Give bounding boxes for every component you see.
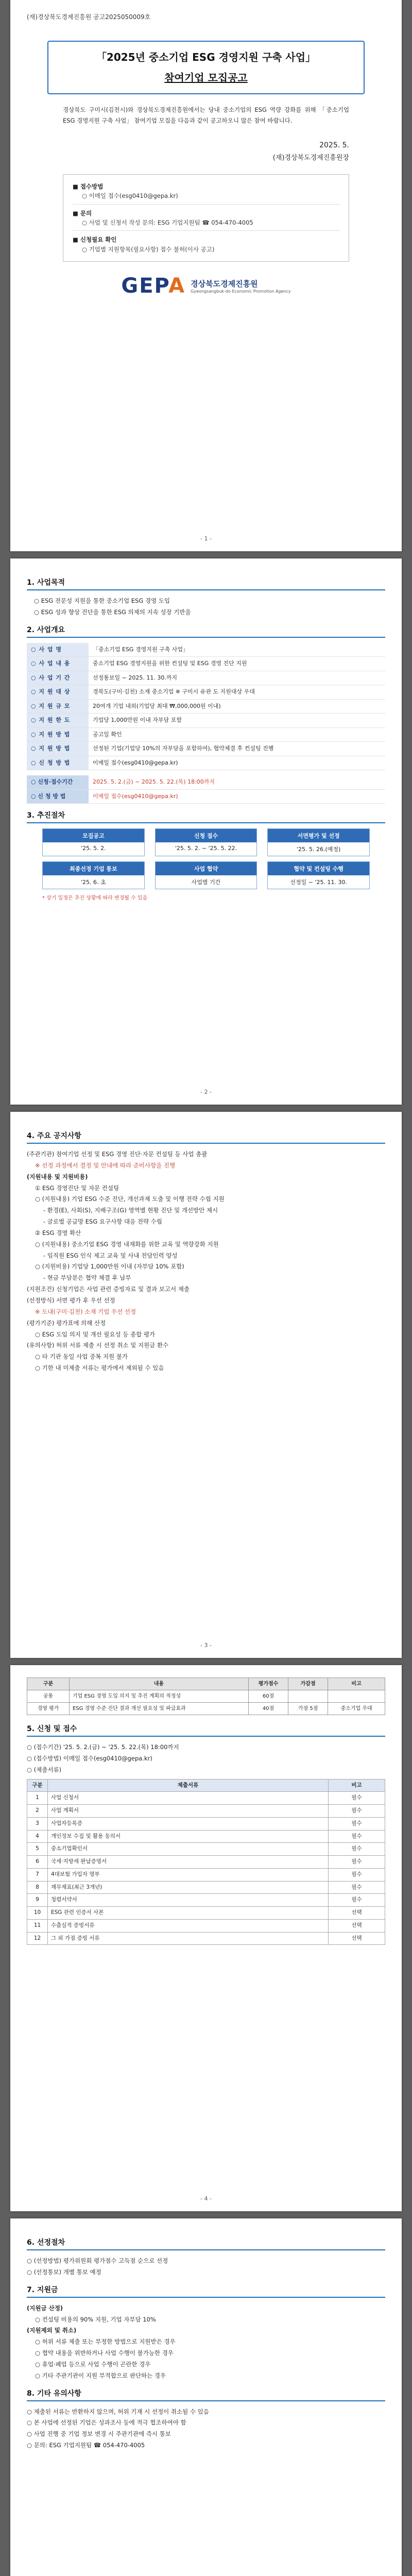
apply-docs: ○ (제출서류) [27, 1766, 62, 1773]
section-2-title: 2. 사업개요 [27, 624, 385, 638]
apply-method: ○ (접수방법) 이메일 접수(esg0410@gepa.kr) [27, 1754, 152, 1762]
table-row: ○ 신 청 방 법 이메일 접수(esg0410@gepa.kr) [27, 756, 385, 770]
outline-table [27, 643, 385, 771]
process-step: 서면평가 및 선정 '25. 5. 26.(예정) [267, 828, 370, 856]
contact-box [63, 174, 349, 262]
submission-body: ○ 이메일 접수(esg0410@gepa.kr) [82, 192, 178, 200]
section-3-title: 3. 추진절차 [27, 810, 385, 823]
section-8-title: 8. 기타 유의사항 [27, 2388, 385, 2401]
table-row: ○ 신청·접수기간 2025. 5. 2.(금) ~ 2025. 5. 22.(목) 18:00까지 [27, 775, 385, 789]
table-row: 11 수출실적 증빙서류 선택 [27, 1919, 385, 1932]
logo-english: Gyeongsangbuk-do Economic Promotion Agency [191, 289, 291, 294]
section-7-title: 7. 지원금 [27, 2284, 385, 2298]
table-row: 2 사업 계획서 필수 [27, 1805, 385, 1818]
divider [73, 230, 339, 231]
table-row: 7 4대보험 가입자 명부 필수 [27, 1868, 385, 1881]
process-flow [42, 828, 370, 889]
page-number: - 4 - [200, 2195, 212, 2202]
table-row: ○ 사 업 명 「중소기업 ESG 경영지원 구축 사업」 [27, 643, 385, 657]
page-title: 「2025년 중소기업 ESG 경영지원 구축 사업」 [96, 51, 316, 63]
table-row: ○ 신 청 방 법 이메일 접수(esg0410@gepa.kr) [27, 789, 385, 804]
table-row: ○ 지 원 한 도 기업당 1,000만원 이내 자부담 포함 [27, 714, 385, 728]
requirement-body: ○ 기업별 지원항목(필요사항) 접수 불허(이사 공고) [82, 245, 215, 253]
process-step: 모집공고 '25. 5. 2. [42, 828, 145, 856]
documents-table: 구분 제출서류 비고 1 사업 신청서 필수 2 사업 계획서 필수 3 사업자등록증 필수 4 개인정보 수집 및 활용 동의서 필수 5 중소기업확인서 필수 6 국세·지방세 완납증명서 필수 7 4대보험 가입자 명부 필수 8 재무제표(최근 3개년) 필수 9 청렴서약서 필수 10 ESG 관련 인증서 사본 선택 11 수출실적 증빙서류 선택 12 그 외 가점 증빙 서류 선택 [27, 1779, 385, 1945]
requirement-title: ■ 신청필요 확인 [73, 236, 117, 244]
page-number: - 1 - [200, 535, 212, 542]
table-row: ○ 지 원 방 법 공고일 확인 [27, 727, 385, 742]
page-1 [10, 0, 402, 551]
table-row: 5 중소기업확인서 필수 [27, 1843, 385, 1856]
title-box [47, 41, 365, 94]
apply-period: ○ (접수기간) '25. 5. 2.(금) ~ '25. 5. 22.(목) 18:00까지 [27, 1743, 179, 1751]
table-row: ○ 지 원 규 모 20여개 기업 내외(기업당 최대 ₩,000,000원 이내) [27, 699, 385, 714]
table-row: 12 그 외 가점 증빙 서류 선택 [27, 1932, 385, 1945]
page-3 [10, 1112, 402, 1658]
gepa-logo [27, 274, 385, 298]
page-number: - 2 - [200, 1089, 212, 1095]
table-row: 경영 평가 ESG 경영 수준 진단 결과 개선 필요성 및 파급효과 40점 가점 5점 중소기업 우대 [27, 1703, 385, 1715]
table-row: 10 ESG 관련 인증서 사본 선택 [27, 1907, 385, 1920]
notice-date: 2025. 5. [319, 141, 349, 149]
section-5-title: 5. 신청 및 접수 [27, 1723, 385, 1737]
table-row: 1 사업 신청서 필수 [27, 1792, 385, 1805]
intro-text: 경상북도 구미시(김천시)와 경상북도경제진흥원에서는 당내 중소기업의 ESG 역량 강화를 위해 「중소기업 ESG 경영지원 구축 사업」 참여기업 모집을 다음과 같이 공고하오니 많은 참여 바랍니다. [63, 106, 349, 125]
table-row: ○ 지 원 방 법 선정된 기업(기업당 10%의 자부담을 포함하여), 협약체결 후 컨설팅 진행 [27, 742, 385, 756]
purpose-1: ○ ESG 전문성 지원을 통한 중소기업 ESG 경영 도입 [34, 597, 170, 604]
table-row: 6 국세·지방세 완납증명서 필수 [27, 1856, 385, 1869]
table-row: ○ 지 원 대 상 경북도(구미·김천) 소재 중소기업 ※ 구미시 유관 도 지원대상 우대 [27, 685, 385, 700]
issuing-org: (재)경상북도경제진흥원장 [272, 154, 349, 162]
section-1-title: 1. 사업목적 [27, 577, 385, 590]
process-step: 최종선정 기업 통보 '25. 6. 초 [42, 861, 145, 889]
submission-title: ■ 접수방법 [73, 182, 104, 190]
score-table: 구분 내용 평가점수 가감점 비고 공통 기업 ESG 경영 도입 의지 및 추진 계획의 적정성 60점 경영 평가 ESG 경영 수준 진단 결과 개선 필요성 및 파급효과 40점 가점 5점 중소기업 우대 [27, 1677, 385, 1715]
purpose-2: ○ ESG 성과 향상 진단을 통한 ESG 의제의 지속 성장 기반을 [34, 608, 191, 616]
section-6-title: 6. 선정절차 [27, 2237, 385, 2250]
divider [73, 204, 339, 205]
logo-korean: 경상북도경제진흥원 [191, 279, 258, 289]
table-row: ○ 사 업 내 용 중소기업 ESG 경영지원을 위한 컨설팅 및 ESG 경영 진단 지원 [27, 657, 385, 671]
table-row: ○ 사 업 기 간 선정통보일 ~ 2025. 11. 30.까지 [27, 671, 385, 685]
page-5: 6. 선정절차 ○ (선정방법) 평가위원회 평가점수 고득점 순으로 선정 ○ (선정통보) 개별 통보 예정 7. 지원금 (지원금 산정) ○ 컨설팅 비용의 90% 지원, 기업 자부담 10% (지원제외 및 취소) ○ 허위 서류 제출 또는 부정한 방법으로 지원받은 경우 ○ 협약 내용을 위반하거나 사업 수행이 불가능한 경우 ○ 휴업·폐업 등으로 사업 수행이 곤란한 경우 ○ 기타 주관기관이 지원 부적합으로 판단하는 경우 8. 기타 유의사항 ○ 제출된 서류는 반환하지 않으며, 허위 기재 시 선정이 취소될 수 있음 ○ 본 사업에 선정된 기업은 성과조사 등에 적극 협조하여야 함 ○ 사업 진행 중 기업 정보 변경 시 주관기관에 즉시 통보 ○ 문의: ESG 기업지원팀 ☎ 054-470-4005 [10, 2218, 402, 2576]
process-step: 사업 협약 사업별 기간 [155, 861, 258, 889]
logo-mark: GEPA [121, 274, 186, 298]
table-row: 4 개인정보 수집 및 활용 동의서 필수 [27, 1830, 385, 1843]
period-table [27, 775, 385, 804]
section-4-title: 4. 주요 공지사항 [27, 1130, 385, 1144]
process-step: 협약 및 컨설팅 수행 선정일 ~ '25. 11. 30. [267, 861, 370, 889]
page-number: - 3 - [200, 1642, 212, 1649]
notice-number: (재)경상북도경제진흥원 공고2025050009호 [27, 13, 151, 21]
table-row: 3 사업자등록증 필수 [27, 1817, 385, 1830]
page-2 [10, 558, 402, 1105]
notice-body: (주관기관) 참여기업 선정 및 ESG 경영 진단·자문 컨설팅 등 사업 총괄 ※ 선정 과정에서 결정 및 안내에 따라 준비사항을 진행 (지원내용 및 지원비용) ① ESG 경영진단 및 자문 컨설팅 ○ (지원내용) 기업 ESG 수준 진단, 개선과제 도출 및 이행 전략 수립 지원 - 환경(E), 사회(S), 지배구조(G) 영역별 현황 진단 및 개선방안 제시 - 글로벌 공급망 ESG 요구사항 대응 전략 수립 ② ESG 경영 확산 ○ (지원내용) 중소기업 ESG 경영 내재화를 위한 교육 및 역량강화 지원 - 임직원 ESG 인식 제고 교육 및 사내 전담인력 양성 ○ (지원비용) 기업당 1,000만원 이내 (자부담 10% 포함) - 현금 부담분은 협약 체결 후 납부 (지원조건) 신청기업은 사업 관련 증빙자료 및 결과 보고서 제출 (선정방식) 서면 평가 후 우선 선정 ※ 도내(구미·김천) 소재 기업 우선 선정 (평가기준) 평가표에 의해 산정 ○ ESG 도입 의지 및 개선 필요성 등 종합 평가 (유의사항) 허위 서류 제출 시 선정 취소 및 지원금 환수 ○ 타 기관 동일 사업 중복 지원 불가 ○ 기한 내 미제출 서류는 평가에서 제외될 수 있음 [27, 1150, 225, 1372]
process-step: 신청 접수 '25. 5. 2. ~ '25. 5. 22. [155, 828, 258, 856]
inquiry-body: ○ 사업 및 신청서 작성 문의: ESG 기업지원팀 ☎ 054-470-4005 [82, 218, 253, 226]
page-subtitle: 참여기업 모집공고 [164, 72, 248, 84]
page-4 [10, 1665, 402, 2211]
table-row: 9 청렴서약서 필수 [27, 1894, 385, 1907]
process-note: * 상기 일정은 추진 상황에 따라 변경될 수 있음 [42, 895, 148, 902]
table-row: 공통 기업 ESG 경영 도입 의지 및 추진 계획의 적정성 60점 [27, 1690, 385, 1703]
inquiry-title: ■ 문의 [73, 209, 92, 217]
table-row: 8 재무제표(최근 3개년) 필수 [27, 1881, 385, 1894]
